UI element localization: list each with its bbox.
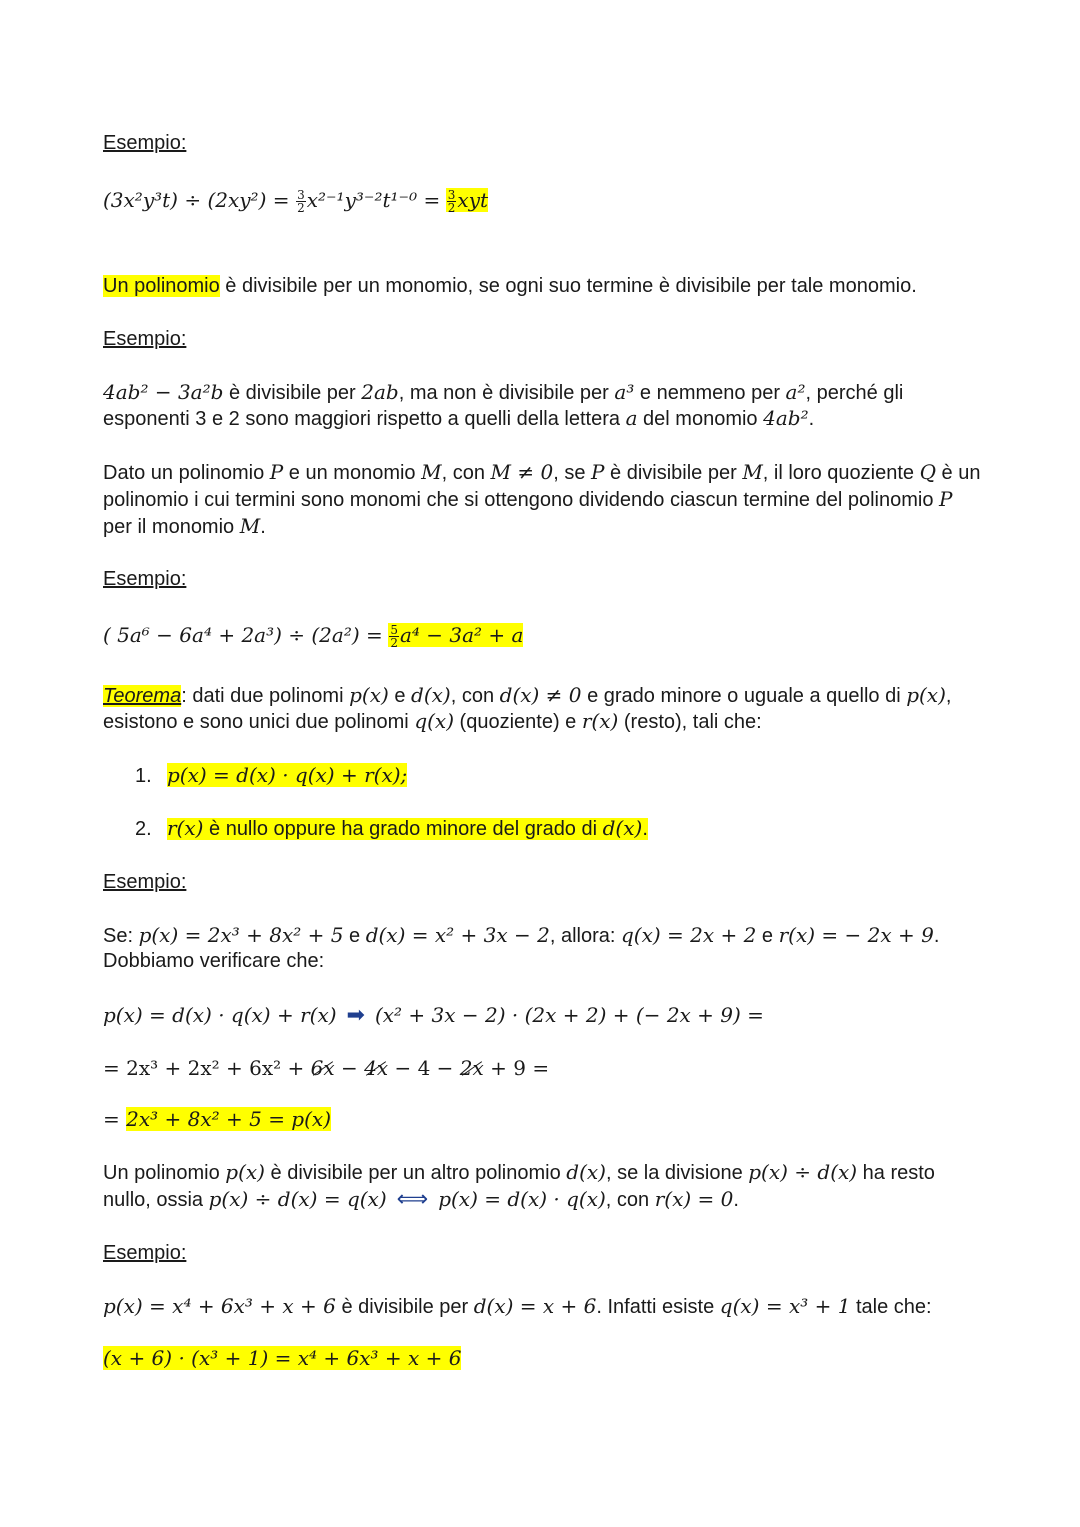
esempio-heading-3: Esempio: bbox=[103, 568, 187, 590]
dato-line3: per il monomio M. bbox=[103, 514, 266, 538]
fraction: $\frac{3}{2}$ bbox=[297, 188, 305, 216]
divisibile-line2: nullo, ossia p(x) ÷ d(x) = q(x) ⟺ p(x) = d(x) · q(x), con r(x) = 0. bbox=[103, 1187, 739, 1212]
monomio-division-formula bbox=[103, 187, 488, 214]
esempio-heading-5: Esempio: bbox=[103, 1242, 187, 1264]
teorema-line2: esistono e sono unici due polinomi q(x) (quoziente) e r(x) (resto), tali che: bbox=[103, 709, 762, 733]
esempio-heading-1: Esempio: bbox=[103, 132, 187, 154]
item1-highlight: p(x) = d(x) · q(x) + r(x); bbox=[167, 763, 408, 787]
cancelled-term: 6x bbox=[310, 1056, 335, 1080]
cancelled-term: 2x bbox=[459, 1056, 484, 1080]
right-arrow-icon: ➡ bbox=[346, 1003, 365, 1028]
highlight-un-polinomio: Un polinomio bbox=[103, 275, 220, 297]
double-arrow-icon: ⟺ bbox=[396, 1187, 429, 1212]
polinomio-definition: Un polinomio è divisibile per un monomio, se ogni suo termine è divisibile per tale monomio. bbox=[103, 275, 917, 297]
cancelled-term: 4x bbox=[364, 1056, 389, 1080]
esempio-heading-2: Esempio: bbox=[103, 328, 187, 350]
teorema-label: Teorema bbox=[103, 685, 182, 707]
teorema-line1: Teorema: dati due polinomi p(x) e d(x), con d(x) ≠ 0 e grado minore o uguale a quello di p(x), bbox=[103, 683, 952, 707]
eq3-highlight: 2x³ + 8x² + 5 = p(x) bbox=[126, 1107, 331, 1131]
example4-eq3: = 2x³ + 8x² + 5 = p(x) bbox=[103, 1107, 331, 1131]
teorema-item-1: 1. p(x) = d(x) · q(x) + r(x); bbox=[135, 763, 408, 787]
divisibile-line1: Un polinomio p(x) è divisibile per un altro polinomio d(x), se la divisione p(x) ÷ d(x) ha resto bbox=[103, 1160, 935, 1184]
example2-line1: 4ab² − 3a²b è divisibile per 2ab, ma non è divisibile per a³ e nemmeno per a², perché gli bbox=[103, 380, 904, 404]
item2-highlight: r(x) è nullo oppure ha grado minore del grado di d(x). bbox=[167, 816, 648, 840]
dato-line1: Dato un polinomio P e un monomio M, con M ≠ 0, se P è divisibile per M, il loro quoziente Q è un bbox=[103, 460, 981, 484]
example2-line2: esponenti 3 e 2 sono maggiori rispetto a quelli della lettera a del monomio 4ab². bbox=[103, 406, 815, 430]
example3-formula: ( 5a⁶ − 6a⁴ + 2a³) ÷ (2a²) = $\frac{5}{2}$ a⁴ − 3a² + a bbox=[103, 623, 524, 650]
teorema-item-2: 2. r(x) è nullo oppure ha grado minore del grado di d(x). bbox=[135, 816, 648, 840]
example5-line1: p(x) = x⁴ + 6x³ + x + 6 è divisibile per d(x) = x + 6. Infatti esiste q(x) = x³ + 1 tale che: bbox=[103, 1294, 932, 1318]
example4-line1: Se: p(x) = 2x³ + 8x² + 5 e d(x) = x² + 3x − 2, allora: q(x) = 2x + 2 e r(x) = − 2x + 9. bbox=[103, 923, 940, 947]
formula-middle: x²⁻¹y³⁻²t¹⁻⁰ = bbox=[306, 188, 441, 212]
example3-result-highlight: $\frac{5}{2}$ a⁴ − 3a² + a bbox=[390, 623, 524, 650]
formula-result-highlight: $\frac{3}{2}$ xyt bbox=[447, 188, 489, 215]
example5-line2 bbox=[103, 1345, 461, 1372]
example4-line2: Dobbiamo verificare che: bbox=[103, 950, 325, 972]
dato-line2: polinomio i cui termini sono monomi che si ottengono dividendo ciascun termine del polinomio P bbox=[103, 487, 953, 511]
example5-highlight: (x + 6) · (x³ + 1) = x⁴ + 6x³ + x + 6 bbox=[103, 1346, 462, 1370]
formula-lhs: (3x²y³t) ÷ (2xy²) = bbox=[103, 188, 290, 212]
esempio-heading-4: Esempio: bbox=[103, 871, 187, 893]
example4-eq2: = 2x³ + 2x² + 6x² + 6x − 4x − 4 − 2x + 9 = bbox=[103, 1056, 550, 1080]
example4-eq1: p(x) = d(x) · q(x) + r(x) ➡ (x² + 3x − 2) · (2x + 2) + (− 2x + 9) = bbox=[103, 1003, 764, 1028]
